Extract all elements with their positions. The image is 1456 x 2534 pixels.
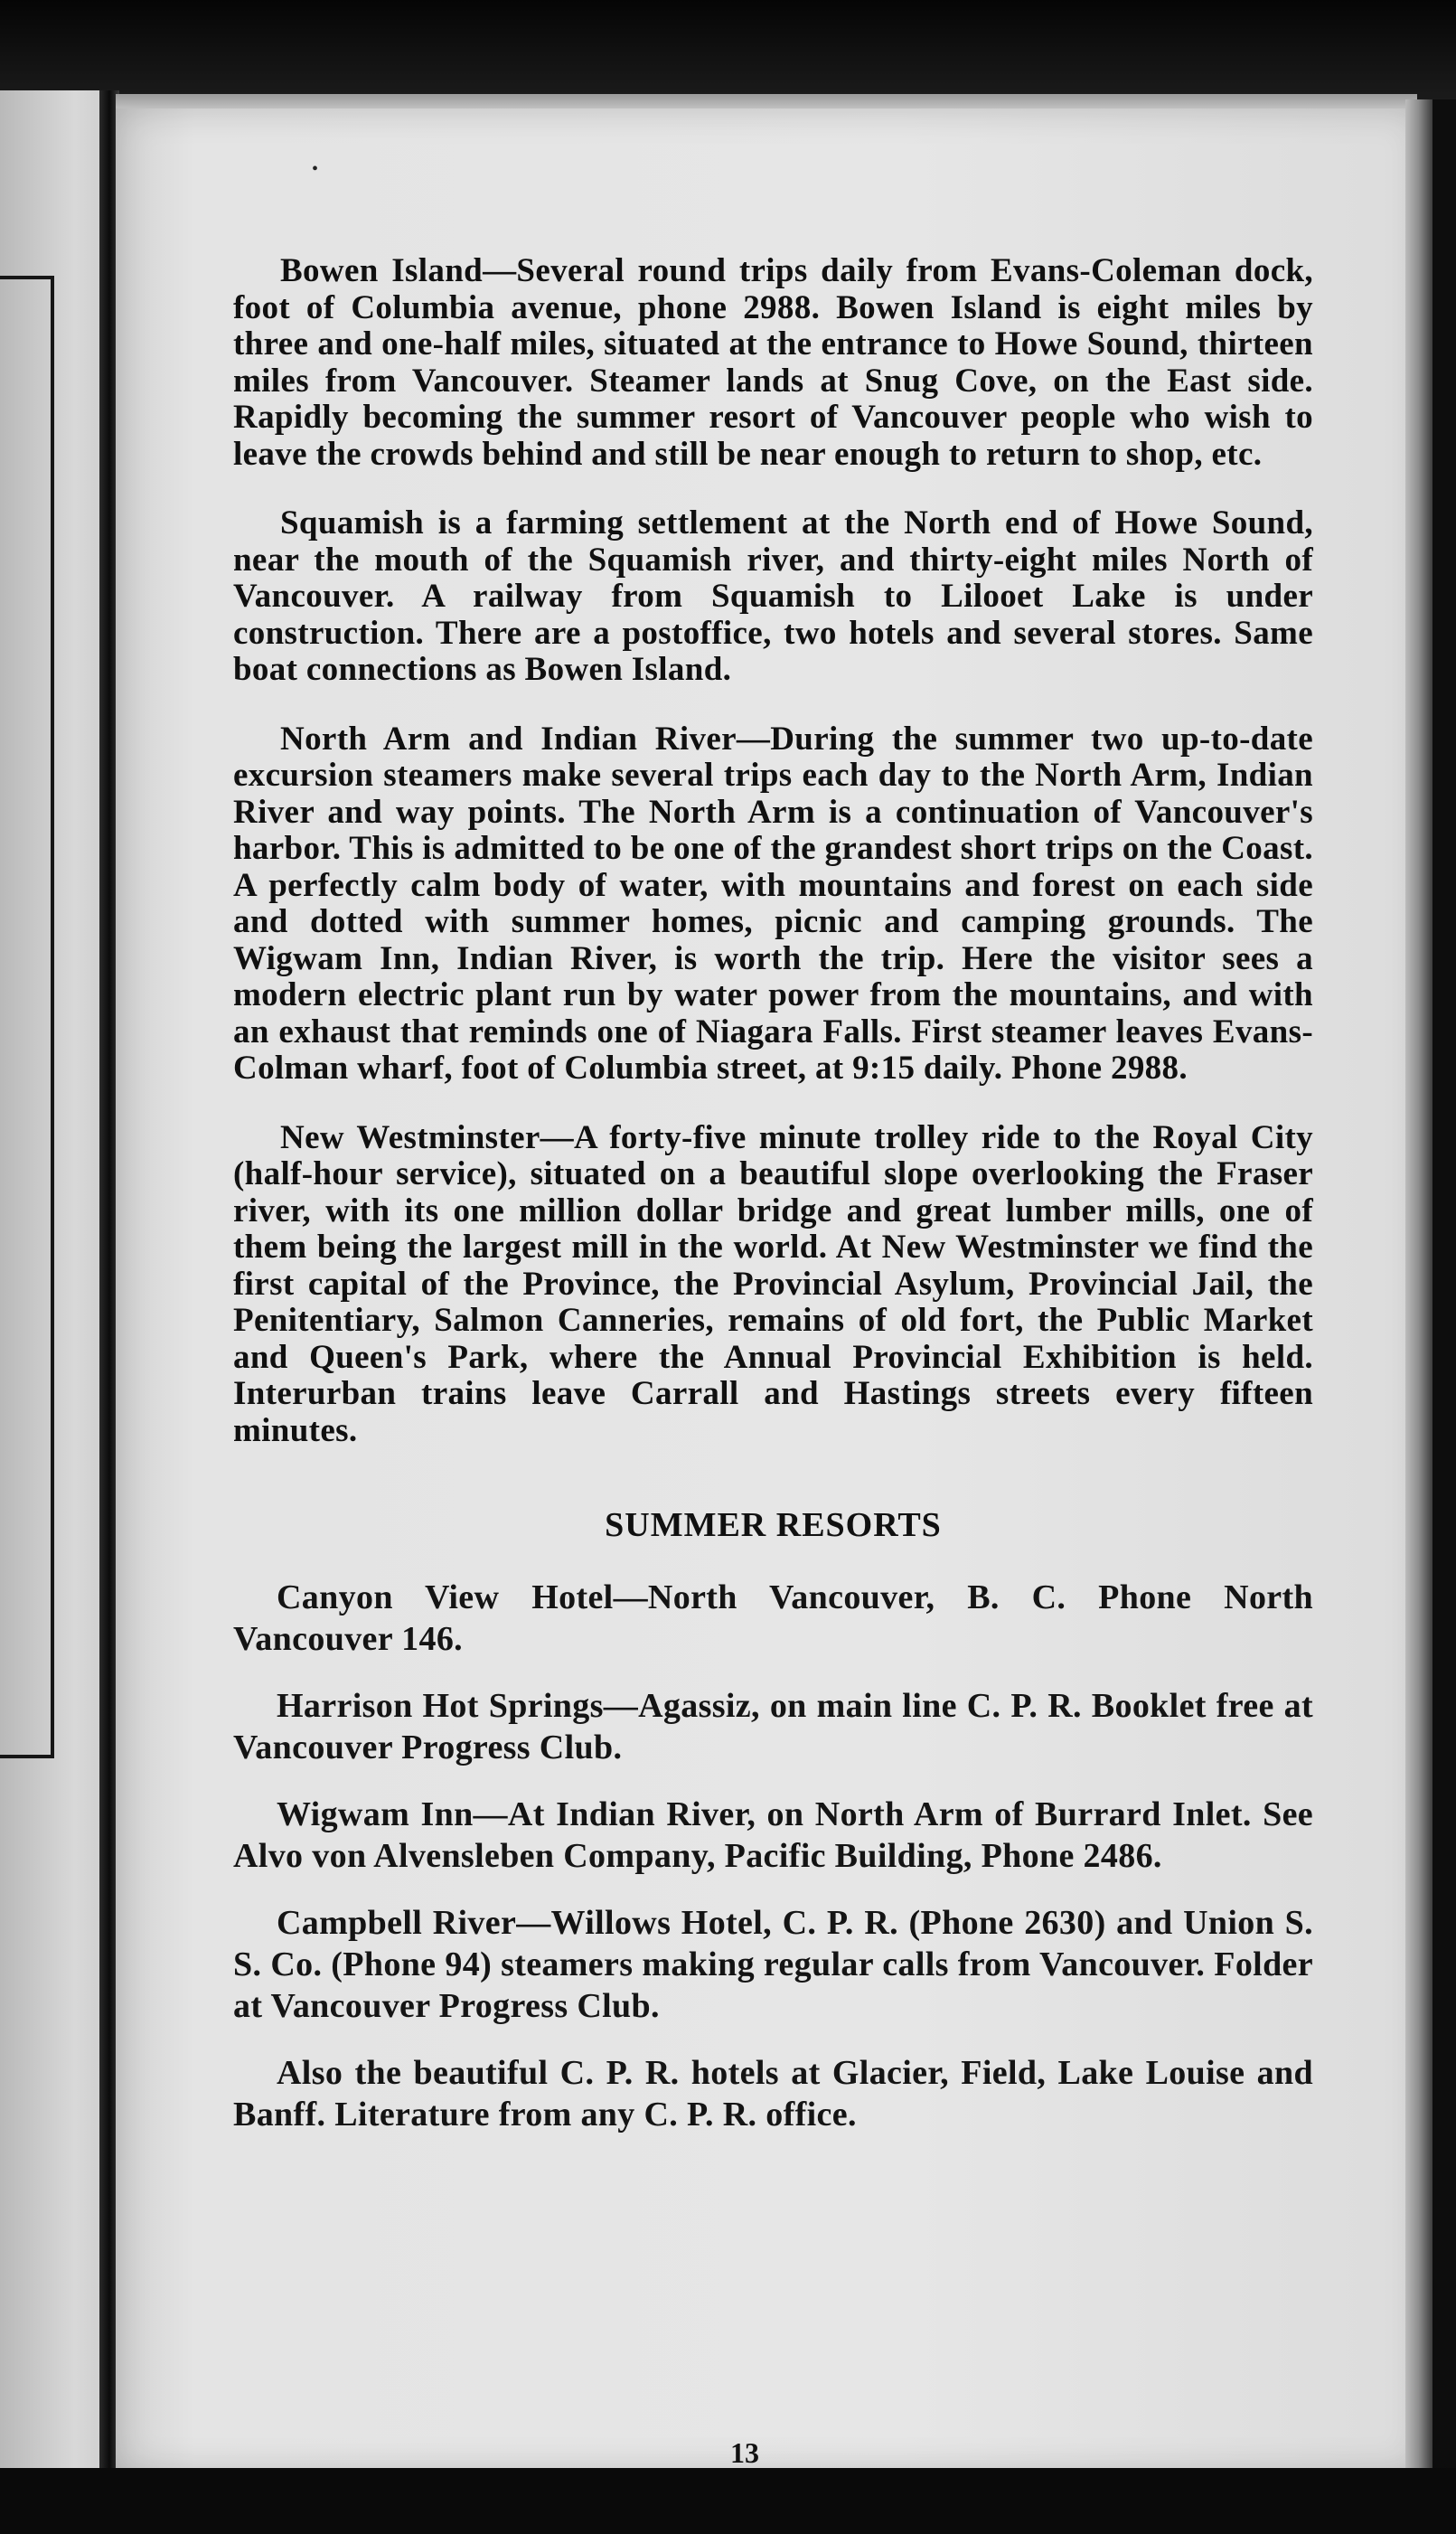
paragraph-lead: New Westminster	[280, 1118, 540, 1156]
scan-bottom-border	[0, 2468, 1456, 2534]
paragraph-text: —Several round trips daily from Evans-Coleman dock, foot of Columbia avenue, phone 2988. Bowen Island is eight miles by three and one-half miles, situated at the entrance to Howe Sound, thirteen miles from Vancouver. Steamer lands at Snug Cove, on the East side. Rapidly becoming the summer resort of Vancouver people who wish to leave the crowds behind and still be near enough to return to shop, etc.	[233, 252, 1313, 473]
scan-top-border	[0, 0, 1456, 99]
resort-entry: Canyon View Hotel—North Vancouver, B. C. Phone North Vancouver 146.	[233, 1578, 1313, 1658]
resort-entry: Wigwam Inn—At Indian River, on North Arm of Burrard Inlet. See Alvo von Alvensleben Company, Pacific Building, Phone 2486.	[233, 1795, 1313, 1875]
page-right-edge	[1405, 99, 1433, 2473]
page-number: 13	[730, 2436, 759, 2469]
paragraph-squamish	[233, 505, 1313, 689]
paragraph-north-arm	[233, 721, 1313, 1088]
section-heading: SUMMER RESORTS	[605, 1506, 942, 1544]
left-page-frame	[0, 276, 54, 1758]
paragraph-new-westminster	[233, 1120, 1313, 1450]
paragraph-text: —A forty-five minute trolley ride to the Royal City (half-hour service), situated on a beautiful slope overlooking the Fraser river, with its one million dollar bridge and great lumber mills, one of them being the largest mill in the world. At New Westminster we find the first capital of the Province, the Provincial Asylum, Provincial Jail, the Penitentiary, Salmon Canneries, remains of old fort, the Public Market and Queen's Park, where the Annual Provincial Exhibition is held. Interurban trains leave Carrall and Hastings streets every fifteen minutes.	[233, 1118, 1313, 1449]
paragraph-lead: Squamish	[280, 504, 425, 542]
page-content	[233, 253, 1313, 2161]
paragraph-lead: North Arm and Indian River	[280, 720, 737, 758]
paragraph-bowen-island	[233, 253, 1313, 473]
left-page-fragment	[0, 90, 107, 2477]
resort-entry: Campbell River—Willows Hotel, C. P. R. (Phone 2630) and Union S. S. Co. (Phone 94) steamers making regular calls from Vancouver. Folder at Vancouver Progress Club.	[233, 1903, 1313, 2025]
resort-entry: Also the beautiful C. P. R. hotels at Glacier, Field, Lake Louise and Banff. Literature from any C. P. R. office.	[233, 2053, 1313, 2134]
ink-speck: •	[312, 159, 319, 179]
resort-entry: Harrison Hot Springs—Agassiz, on main line C. P. R. Booklet free at Vancouver Progress Club.	[233, 1686, 1313, 1766]
paragraph-text: is a farming settlement at the North end of Howe Sound, near the mouth of the Squamish river, and thirty-eight miles North of Vancouver. A railway from Squamish to Lilooet Lake is under construction. There are a postoffice, two hotels and several stores. Same boat connections as Bowen Island.	[233, 504, 1313, 688]
paragraph-text: —During the summer two up-to-date excursion steamers make several trips each day to the North Arm, Indian River and way points. The North Arm is a continuation of Vancouver's harbor. This is admitted to be one of the grandest short trips on the Coast. A perfectly calm body of water, with mountains and forest on each side and dotted with summer homes, picnic and camping grounds. The Wigwam Inn, Indian River, is worth the trip. Here the visitor sees a modern electric plant run by water power from the mountains, and with an exhaust that reminds one of Niagara Falls. First steamer leaves Evans-Colman wharf, foot of Columbia street, at 9:15 daily. Phone 2988.	[233, 720, 1313, 1087]
paragraph-lead: Bowen Island	[280, 252, 484, 289]
